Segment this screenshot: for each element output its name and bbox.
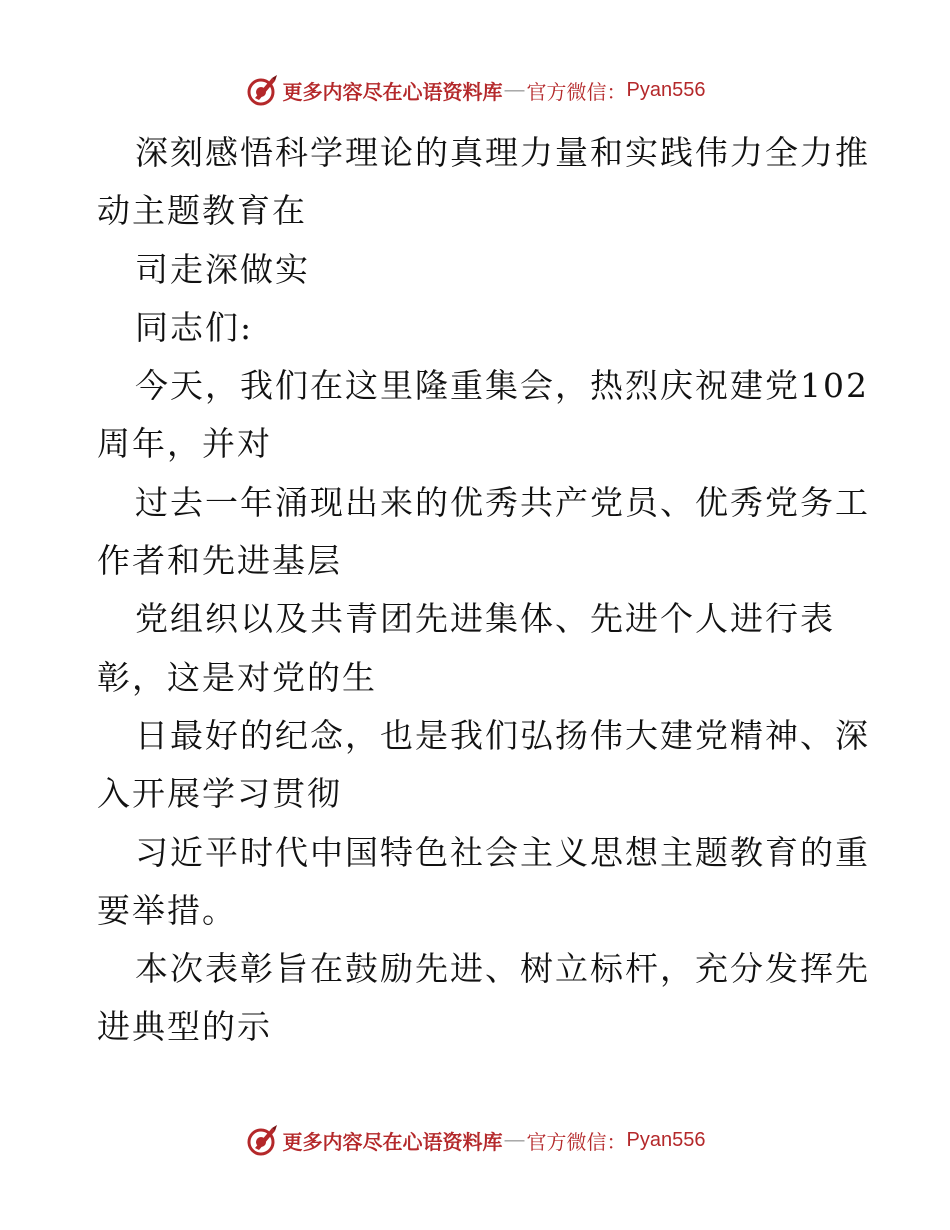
header-banner: [0, 70, 950, 110]
paragraph-line: 周年，并对: [97, 424, 272, 464]
paragraph-line: 司走深做实: [135, 249, 310, 289]
paragraph-line: 深刻感悟科学理论的真理力量和实践伟力全力推: [135, 133, 870, 172]
footer-banner: [0, 1120, 950, 1160]
banner-text: 更多内容尽在心语资料库: [282, 1129, 503, 1154]
paragraph-line: 进典型的示: [97, 1007, 272, 1047]
paragraph-line: 今天，我们在这里隆重集会，热烈庆祝建党102: [135, 366, 869, 406]
paragraph-line: 党组织以及共青团先进集体、先进个人进行表: [135, 599, 835, 639]
paragraph-line: 要举措。: [97, 890, 237, 930]
banner-wechat-id: Pyan556: [626, 1128, 706, 1151]
paragraph-line: 日最好的纪念，也是我们弘扬伟大建党精神、深: [135, 715, 870, 755]
quill-logo-icon: [245, 73, 279, 107]
paragraph-line: 作者和先进基层: [97, 541, 342, 581]
banner-wechat-id: Pyan556: [626, 78, 706, 101]
paragraph-line: 入开展学习贯彻: [97, 774, 342, 814]
paragraph-line: 彰，这是对党的生: [97, 657, 377, 697]
paragraph-line: 习近平时代中国特色社会主义思想主题教育的重: [135, 832, 870, 872]
paragraph-line: 本次表彰旨在鼓励先进、树立标杆，充分发挥先: [135, 949, 870, 989]
quill-logo-icon: [245, 1123, 279, 1157]
banner-wechat-label: 官方微信：: [526, 1129, 627, 1154]
banner-dash: —: [504, 78, 525, 101]
banner-wechat-label: 官方微信：: [526, 79, 627, 104]
banner-dash: —: [504, 1128, 525, 1151]
paragraph-line: 过去一年涌现出来的优秀共产党员、优秀党务工: [135, 482, 870, 522]
document-body: [97, 124, 870, 1057]
banner-text: 更多内容尽在心语资料库: [282, 79, 503, 104]
paragraph-line: 同志们:: [135, 307, 254, 347]
paragraph-line: 动主题教育在: [97, 191, 307, 231]
